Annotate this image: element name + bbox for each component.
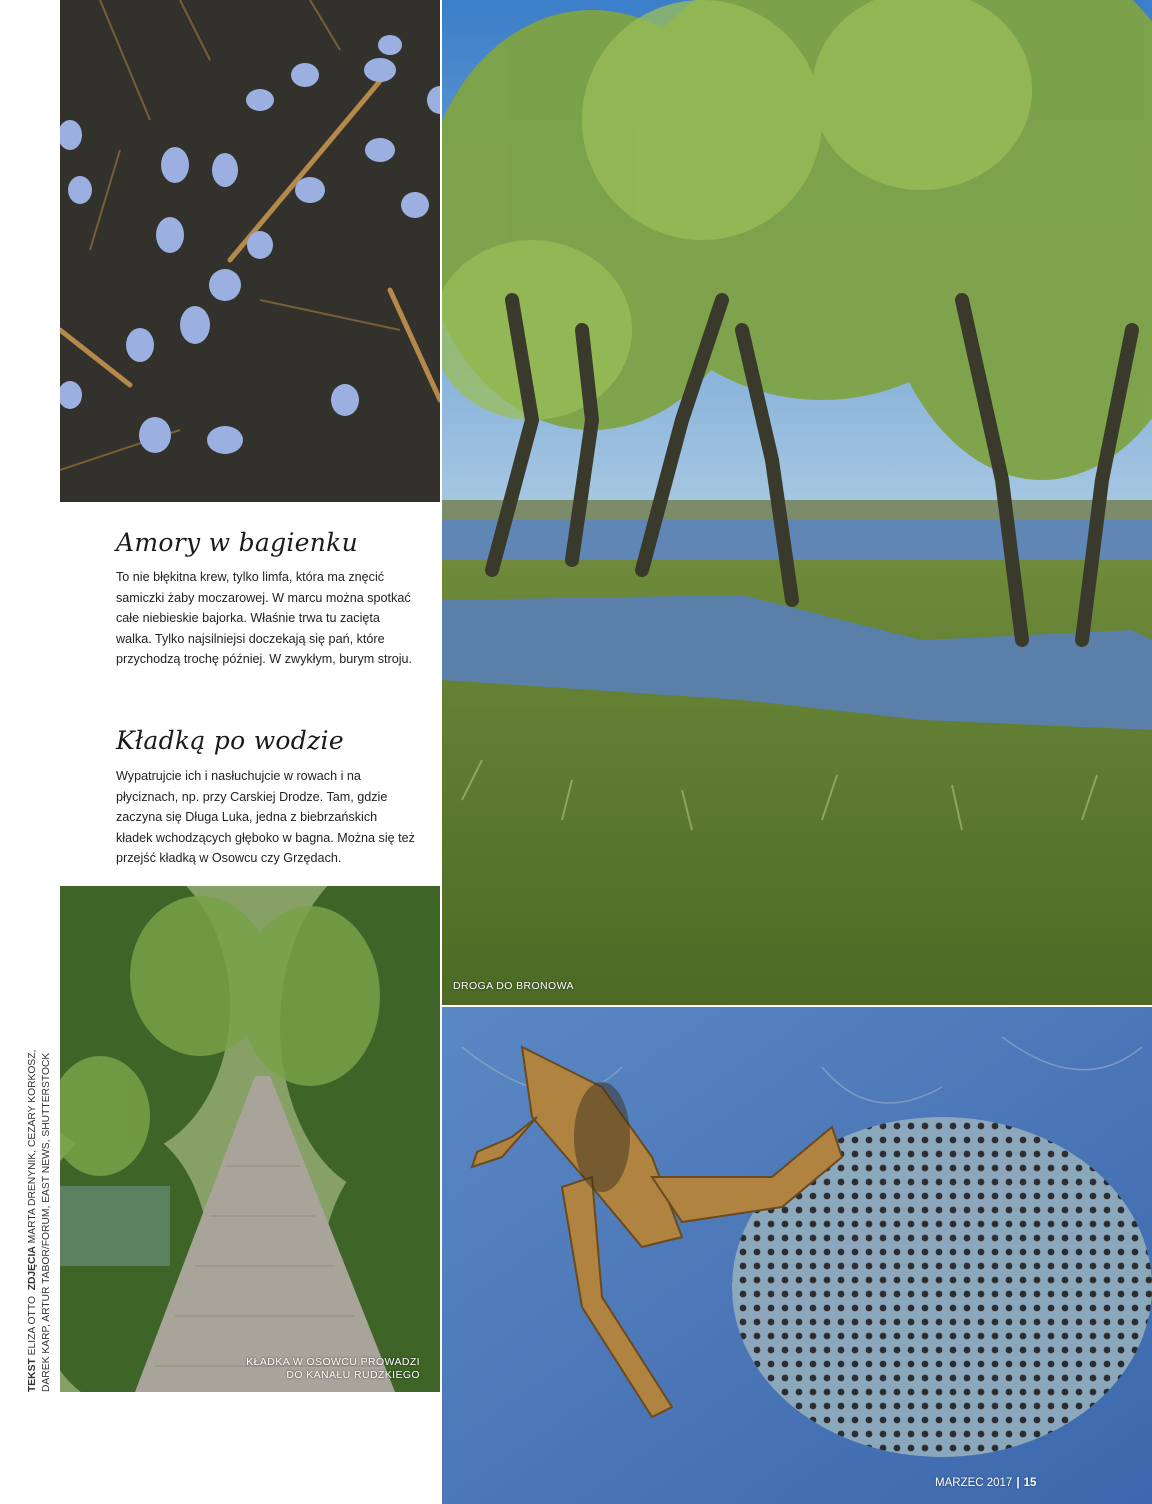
- photo-boardwalk: [60, 886, 440, 1392]
- caption-boardwalk: [246, 1356, 420, 1382]
- footer-separator: |: [1016, 1477, 1020, 1489]
- credits-text-label: TEKST: [27, 1358, 38, 1392]
- section-text-kladka: Wypatrujcie ich i nasłuchujcie w rowach i na płyciznach, np. przy Carskiej Drodze. Tam, gdzie zaczyna się Długa Luka, jedna z biebrzańskich kładek wchodzących głęboko w bagna. Można się też przejść kładką w Osowcu czy Grzędach.: [116, 769, 415, 865]
- section-text-amory: To nie błękitna krew, tylko limfa, która ma znęcić samiczki żaby moczarowej. W marcu można spotkać całe niebieskie bajorka. Właśnie trwa tu zacięta walka. Tylko najsilniejsi doczekają się pań, które przychodzą trochę później. W zwykłym, burym stroju.: [116, 570, 413, 666]
- caption-boardwalk-line2: DO KANAŁU RUDZKIEGO: [286, 1369, 420, 1381]
- photo-frog-spawn: [442, 1007, 1152, 1504]
- credits-photos-label: ZDJĘCIA: [27, 1246, 38, 1291]
- section-title-kladka: Kładką po wodzie: [116, 726, 344, 755]
- page-footer: [935, 1477, 1036, 1489]
- photo-blue-frogs: [60, 0, 440, 502]
- photo-willows-meadow: [442, 0, 1152, 1005]
- issue-date: MARZEC 2017: [935, 1477, 1013, 1489]
- caption-boardwalk-line1: KŁADKA W OSOWCU PROWADZI: [246, 1356, 420, 1368]
- credits-text-author: ELIZA OTTO: [27, 1296, 38, 1356]
- section-title-amory: Amory w bagienku: [116, 528, 359, 557]
- caption-willows: DROGA DO BRONOWA: [453, 980, 574, 992]
- credits-photos-authors-line1: MARTA DRENYNIK, CEZARY KORKOSZ,: [27, 1049, 38, 1244]
- photo-credits: [26, 962, 53, 1392]
- page-number: 15: [1023, 1477, 1037, 1489]
- credits-photos-authors-line2: DAREK KARP, ARTUR TABOR/FORUM, EAST NEWS, SHUTTERSTOCK: [40, 1052, 52, 1392]
